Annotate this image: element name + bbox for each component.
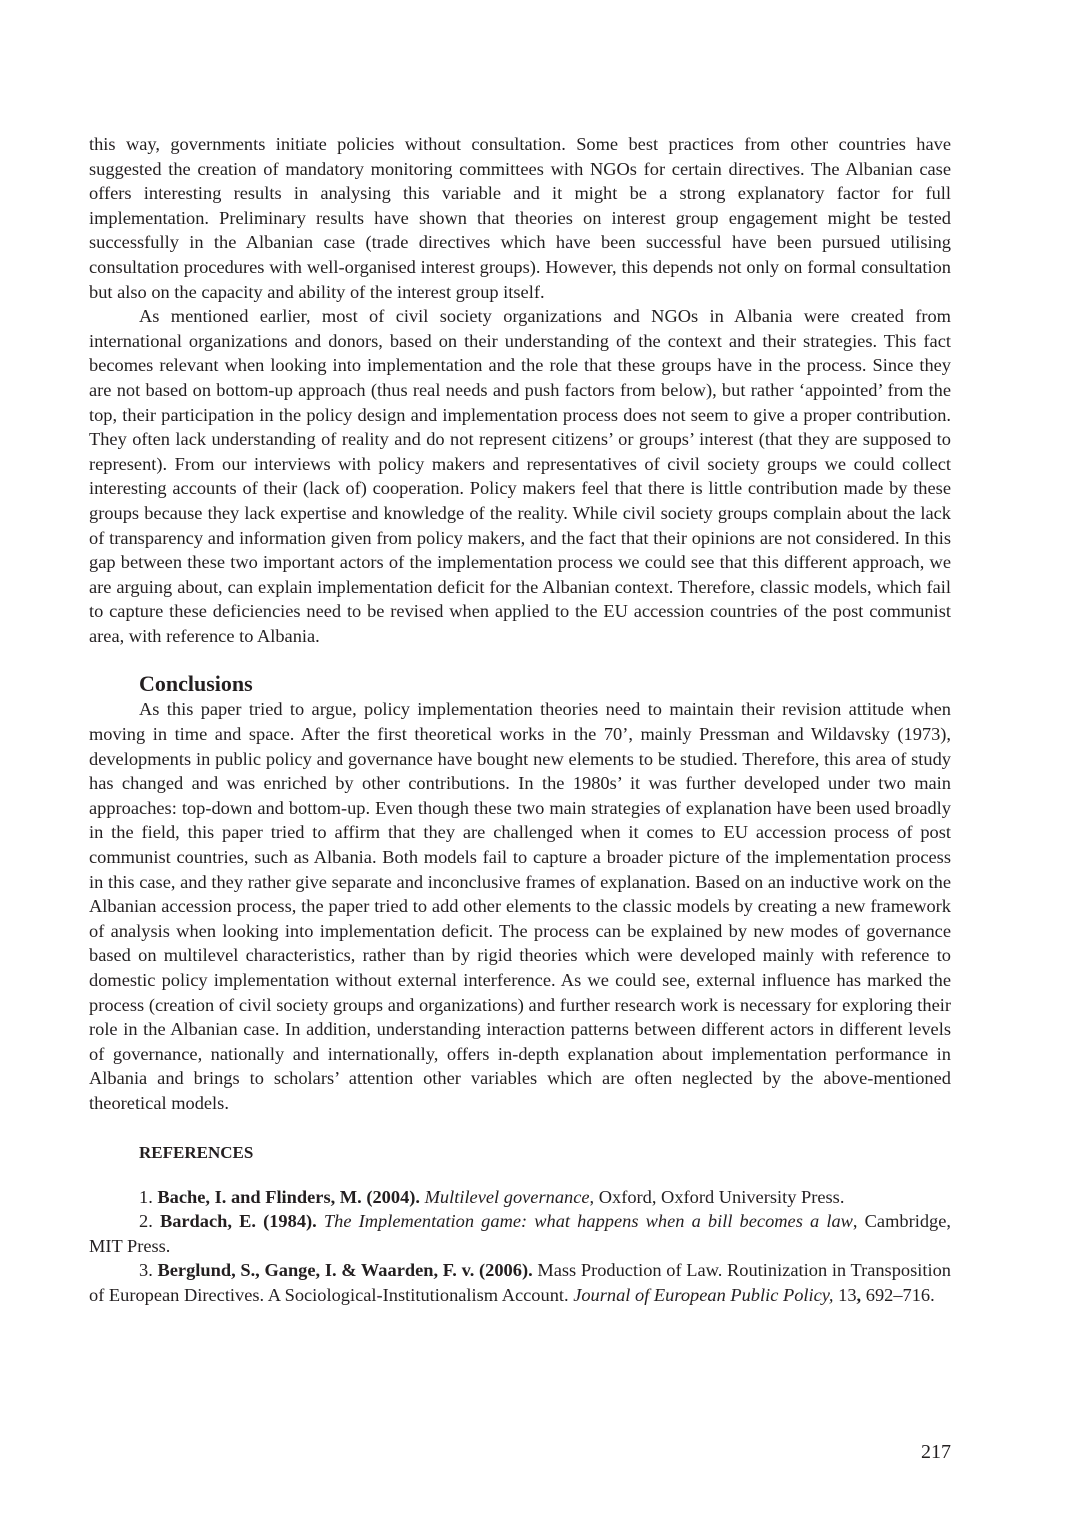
reference-item: [89, 1209, 951, 1258]
conclusions-heading: Conclusions: [139, 671, 253, 697]
reference-number: 2.: [139, 1211, 153, 1232]
reference-authors: Bache, I. and Flinders, M. (2004).: [157, 1186, 420, 1207]
reference-pages: 692–716.: [865, 1284, 935, 1305]
body-paragraph-2: As mentioned earlier, most of civil society organizations and NGOs in Albania were created from international organizations and donors, based on their understanding of the context and their strategies. This fact becomes relevant when looking into implementation and the role that these groups have in the process. Since they are not based on bottom-up approach (thus real needs and push factors from below), but rather ‘appointed’ from the top, their participation in the policy design and implementation process does not seem to give a proper contribution. They often lack understanding of reality and do not represent citizens’ or groups’ interest (that they are supposed to represent). From our interviews with policy makers and representatives of civil society groups we could collect interesting accounts of their (lack of) cooperation. Policy makers feel that there is little contribution made by these groups because they lack expertise and knowledge of the reality. While civil society groups complain about the lack of transparency and information given from policy makers, and the fact that their opinions are not considered. In this gap between these two important actors of the implementation process we could see that this different approach, we are arguing about, can explain implementation deficit for the Albanian context. Therefore, classic models, which fail to capture these deficiencies need to be revised when applied to the EU accession countries of the post communist area, with reference to Albania.: [89, 306, 951, 646]
reference-title: Mass Production of Law. Routinization in Transposition of European Directives. A Sociological-Institutionalism Account.: [89, 1260, 951, 1305]
page-number: 217: [921, 1441, 951, 1463]
body-paragraph-1: this way, governments initiate policies without consultation. Some best practices from other countries have suggested the creation of mandatory monitoring committees with NGOs for certain directives. The Albanian case offers interesting results in analysing this variable and it might be a strong explanatory factor for full implementation. Preliminary results have shown that theories on interest group engagement might be tested successfully in the Albanian case (trade directives which have been successful have been pursued utilising consultation procedures with well-organised interest groups). However, this depends not only on formal consultation but also on the capacity and ability of the interest group itself.: [89, 134, 951, 302]
references-list: [89, 1185, 951, 1308]
conclusions-paragraph: As this paper tried to argue, policy implementation theories need to maintain their revision attitude when moving in time and space. After the first theoretical works in the 70’, mainly Pressman and Wildavsky (1973), developments in public policy and governance have bought new elements to be studied. Therefore, this area of study has changed and was enriched by other contributions. In the 1980s’ it was further developed under two main approaches: top-down and bottom-up. Even though these two main strategies of explanation have been used broadly in the field, this paper tried to affirm that they are challenged when it comes to EU accession process of post communist countries, such as Albania. Both models fail to capture a broader picture of the implementation process in this case, and they rather give separate and inconclusive frames of explanation. Based on an inductive work on the Albanian accession process, the paper tried to add other elements to the classic models by creating a new framework of analysis when looking into implementation deficit. The process can be explained by new modes of governance based on multilevel characteristics, rather than by rigid theories which were developed mainly with reference to domestic policy implementation without external interference. As we could see, external influence has marked the process (creation of civil society groups and organizations) and further research work is necessary for exploring their role in the Albanian case. In addition, understanding interaction patterns between different actors in different levels of governance, nationally and internationally, offers in-depth explanation about implementation performance in Albania and brings to scholars’ attention other variables which are often neglected by the above-mentioned theoretical models.: [89, 699, 951, 1113]
reference-number: 3.: [139, 1260, 153, 1281]
reference-comma: ,: [856, 1284, 862, 1305]
reference-title: The Implementation game: what happens when a bill becomes a law: [323, 1211, 853, 1232]
reference-number: 1.: [139, 1186, 153, 1207]
reference-publisher: , Oxford, Oxford University Press.: [589, 1186, 845, 1207]
reference-volume: 13: [838, 1284, 857, 1305]
reference-authors: Bardach, E. (1984).: [159, 1211, 317, 1232]
reference-journal: Journal of European Public Policy,: [573, 1284, 834, 1305]
reference-item: [89, 1258, 951, 1307]
references-heading: REFERENCES: [139, 1142, 254, 1162]
reference-item: [89, 1185, 951, 1210]
reference-publisher: , Cambridge, MIT Press.: [89, 1211, 951, 1256]
reference-authors: Berglund, S., Gange, I. & Waarden, F. v. (2006).: [157, 1260, 533, 1281]
page-content: [89, 132, 951, 1308]
reference-title: Multilevel governance: [424, 1186, 590, 1207]
